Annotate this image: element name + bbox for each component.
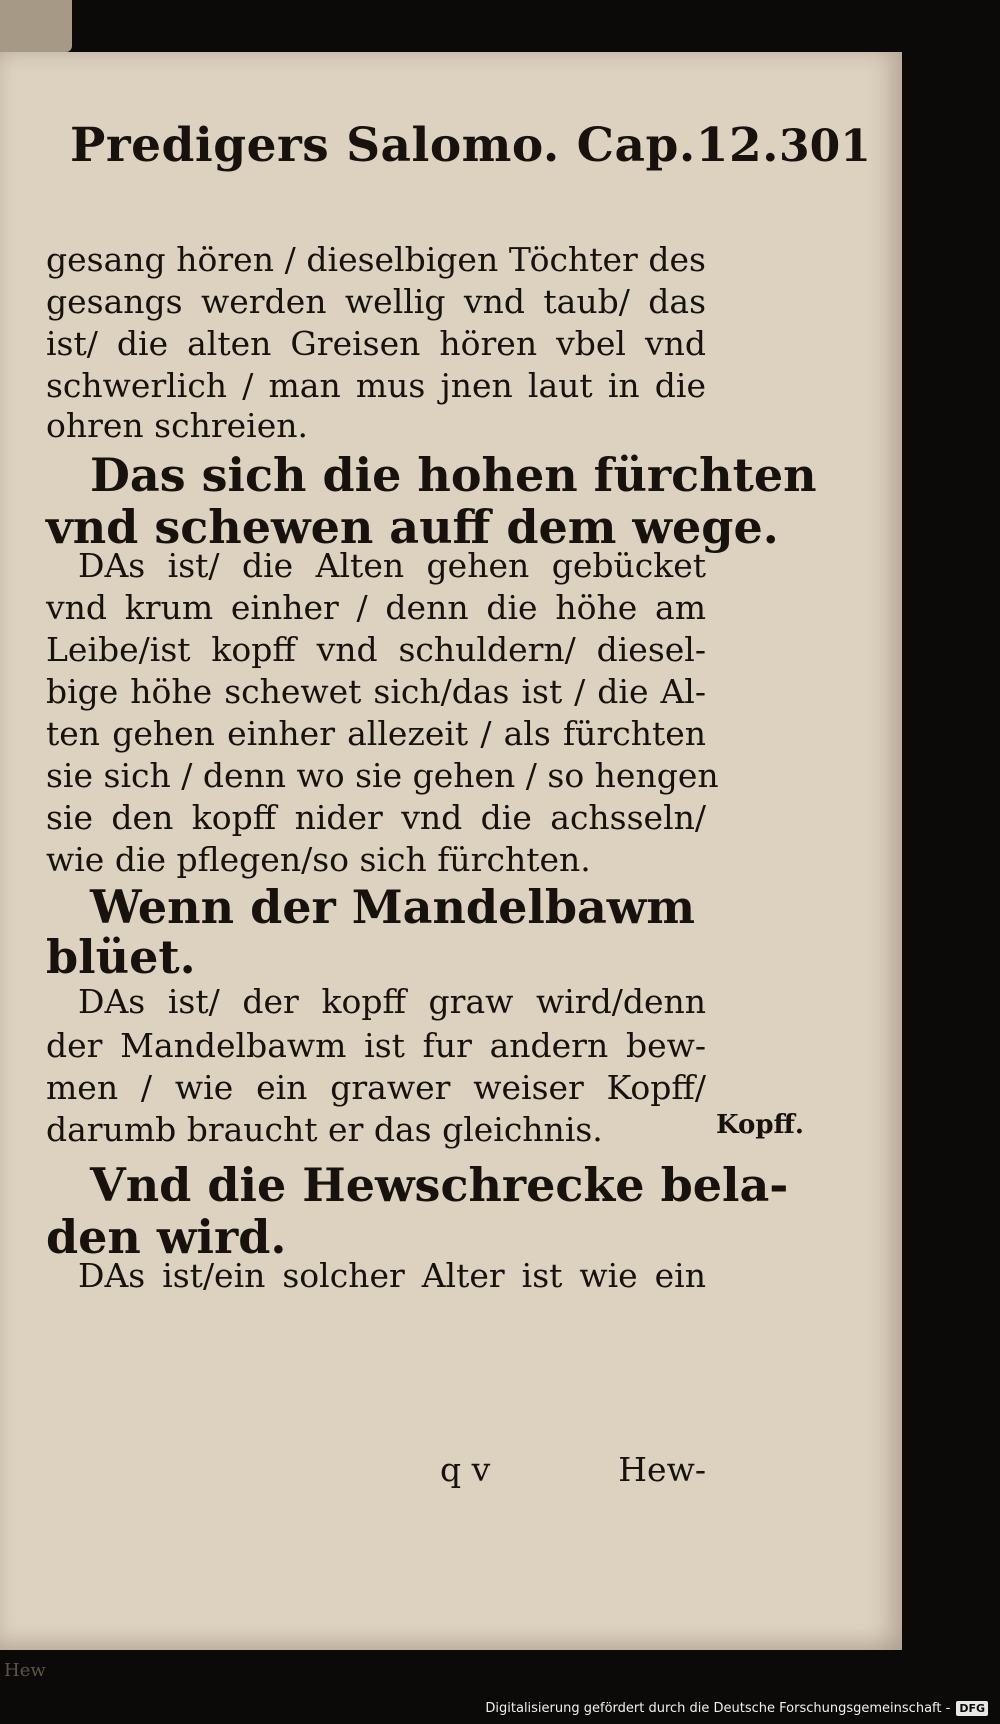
text-line: ten gehen einher allezeit / als fürchten [46, 714, 706, 753]
text-line: DAs ist/ein solcher Alter ist wie ein [78, 1256, 706, 1295]
text-line: gesangs werden wellig vnd taub/ das [46, 282, 706, 321]
margin-note: Kopff. [716, 1110, 804, 1140]
text-line: DAs ist/ die Alten gehen gebücket [78, 546, 706, 585]
text-line: wie die pflegen/so sich fürchten. [46, 840, 591, 879]
rubric-line: Wenn der Mandelbawm [90, 880, 696, 934]
catchword: Hew- [618, 1450, 706, 1489]
catchword-row [440, 1450, 706, 1490]
text-line: gesang hören / dieselbigen Töchter des [46, 240, 706, 279]
credit-text: Digitalisierung gefördert durch die Deutsche Forschungsgemeinschaft - [485, 1700, 951, 1716]
text-line: sie den kopff nider vnd die achsseln/ [46, 798, 706, 837]
book-corner [0, 0, 72, 52]
running-head [70, 118, 871, 188]
rubric-line: den wird. [46, 1210, 287, 1264]
text-line: schwerlich / man mus jnen laut in die [46, 366, 706, 405]
edge-mark: Hew [4, 1660, 46, 1681]
text-line: der Mandelbawm ist fur andern bew- [46, 1026, 706, 1065]
page-number: 301 [779, 121, 871, 172]
text-line: darumb braucht er das gleichnis. [46, 1110, 603, 1149]
rubric-line: Vnd die Hewschrecke bela- [90, 1158, 789, 1212]
dfg-logo: DFG [956, 1701, 988, 1716]
text-line: ohren schreien. [46, 406, 308, 445]
rubric-line: vnd schewen auff dem wege. [46, 500, 779, 554]
text-line: ist/ die alten Greisen hören vbel vnd [46, 324, 706, 363]
text-line: bige höhe schewet sich/das ist / die Al- [46, 672, 706, 711]
running-head-title: Predigers Salomo. Cap.12. [70, 118, 780, 173]
signature-mark: q v [440, 1450, 491, 1489]
text-line: sie sich / denn wo sie gehen / so hengen [46, 756, 719, 795]
rubric-line: Das sich die hohen fürchten [90, 448, 817, 502]
text-line: vnd krum einher / denn die höhe am [46, 588, 706, 627]
rubric-line: blüet. [46, 930, 196, 984]
digitization-credit [485, 1696, 988, 1720]
text-line: men / wie ein grawer weiser Kopff/ [46, 1068, 706, 1107]
text-line: DAs ist/ der kopff graw wird/denn [78, 982, 706, 1021]
text-line: Leibe/ist kopff vnd schuldern/ diesel- [46, 630, 706, 669]
